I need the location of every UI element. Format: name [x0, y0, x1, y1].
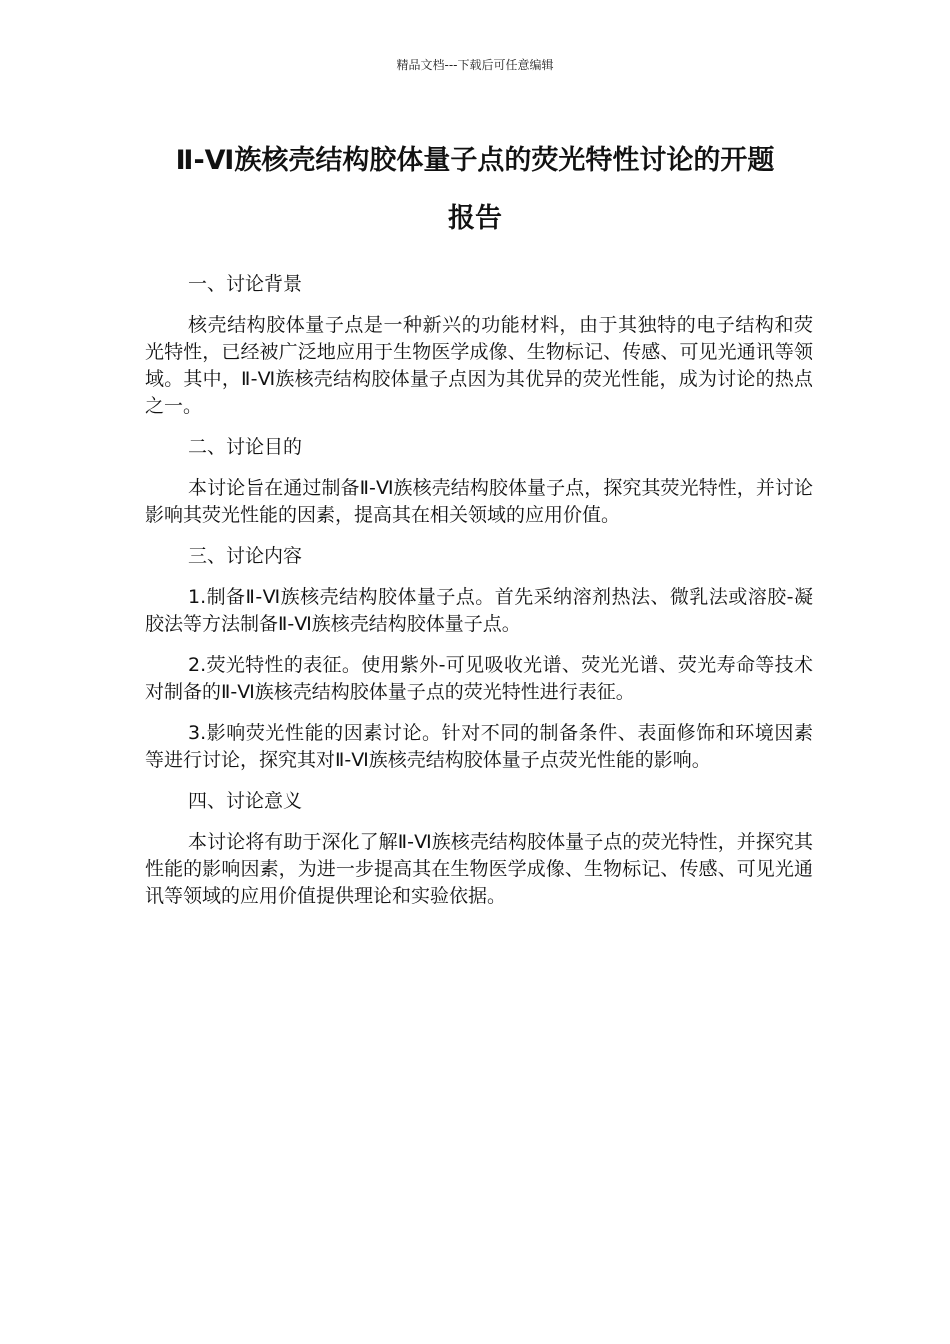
page-header: 精品文档---下载后可任意编辑: [396, 58, 554, 72]
paragraph-content-item-3: 3.影响荧光性能的因素讨论。针对不同的制备条件、表面修饰和环境因素等进行讨论，探究其对Ⅱ-Ⅵ族核壳结构胶体量子点荧光性能的影响。: [145, 722, 813, 771]
document-title-line-1: Ⅱ-Ⅵ族核壳结构胶体量子点的荧光特性讨论的开题: [175, 145, 775, 176]
paragraph-content-item-2: 2.荧光特性的表征。使用紫外-可见吸收光谱、荧光光谱、荧光寿命等技术对制备的Ⅱ-Ⅵ族核壳结构胶体量子点的荧光特性进行表征。: [145, 654, 813, 703]
section-heading-content: 三、讨论内容: [188, 545, 303, 567]
paragraph-purpose: 本讨论旨在通过制备Ⅱ-Ⅵ族核壳结构胶体量子点，探究其荧光特性，并讨论影响其荧光性能的因素，提高其在相关领域的应用价值。: [145, 477, 813, 526]
paragraph-significance: 本讨论将有助于深化了解Ⅱ-Ⅵ族核壳结构胶体量子点的荧光特性，并探究其性能的影响因素，为进一步提高其在生物医学成像、生物标记、传感、可见光通讯等领域的应用价值提供理论和实验依据。: [145, 831, 813, 907]
paragraph-content-item-1: 1.制备Ⅱ-Ⅵ族核壳结构胶体量子点。首先采纳溶剂热法、微乳法或溶胶-凝胶法等方法制备Ⅱ-Ⅵ族核壳结构胶体量子点。: [145, 586, 813, 635]
section-heading-purpose: 二、讨论目的: [188, 436, 303, 458]
section-heading-significance: 四、讨论意义: [188, 790, 303, 812]
paragraph-background: 核壳结构胶体量子点是一种新兴的功能材料，由于其独特的电子结构和荧光特性，已经被广泛地应用于生物医学成像、生物标记、传感、可见光通讯等领域。其中，Ⅱ-Ⅵ族核壳结构胶体量子点因为其优异的荧光性能，成为讨论的热点之一。: [145, 314, 813, 417]
document-title-line-2: 报告: [448, 203, 502, 234]
document-title: [140, 132, 810, 248]
section-heading-background: 一、讨论背景: [188, 273, 303, 295]
document-body: [145, 271, 813, 924]
